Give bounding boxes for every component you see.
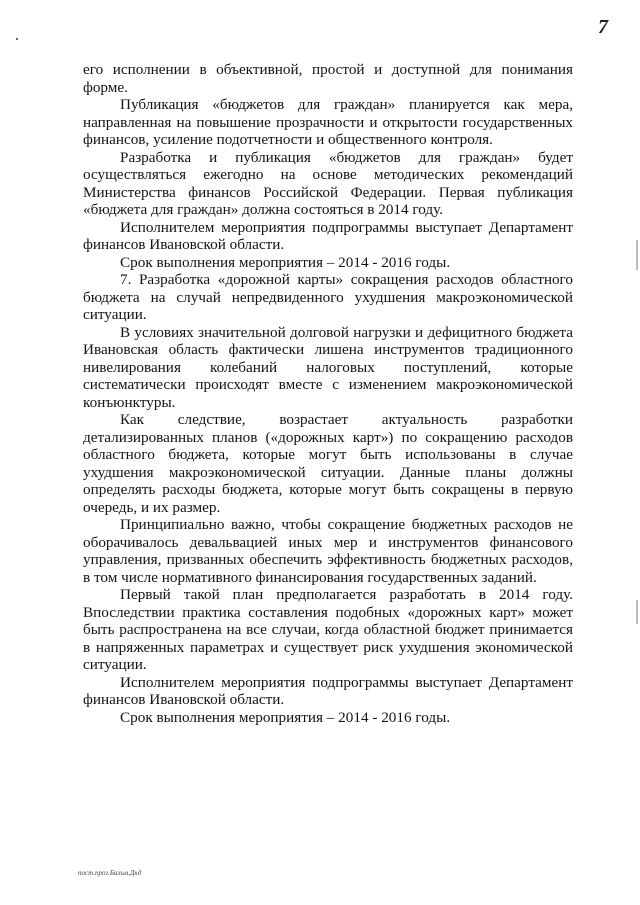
paragraph: Разработка и публикация «бюджетов для граждан» будет осуществляться ежегодно на основе методических рекомендаций Министерства финансов Российской Федерации. Первая публикация «бюджета для граждан» должна состояться в 2014 году. — [83, 148, 573, 218]
scan-edge-mark — [636, 600, 638, 624]
paragraph: В условиях значительной долговой нагрузки и дефицитного бюджета Ивановская область фактически лишена инструментов традиционного нивелирования колебаний налоговых поступлений, которые систематически происходят вместе с изменением макроэкономической конъюнктуры. — [83, 323, 573, 411]
footer-file-code: пост.прог.Бальм.Дкд — [78, 869, 142, 877]
paragraph: Срок выполнения мероприятия – 2014 - 2016 годы. — [120, 708, 451, 726]
paragraph: Как следствие, возрастает актуальность разработки детализированных планов («дорожных карт») по сокращению расходов областного бюджета, которые могут быть использованы в случае ухудшения макроэкономической ситуации. Данные планы должны определять расходы бюджета, которые могут быть сокращены в первую очередь, и их размер. — [83, 411, 573, 516]
paragraph: Публикация «бюджетов для граждан» планируется как мера, направленная на повышение прозрачности и открытости государственных финансов, усиление подотчетности и общественного контроля. — [83, 96, 573, 148]
paragraph: Принципиально важно, чтобы сокращение бюджетных расходов не оборачивалось девальвацией иных мер и инструментов финансового управления, призванных обеспечить эффективность бюджетных расходов, в том числе нормативного финансирования государственных заданий. — [83, 516, 573, 586]
paragraph: Исполнителем мероприятия подпрограммы выступает Департамент финансов Ивановской области. — [83, 218, 573, 253]
paragraph: Исполнителем мероприятия подпрограммы выступает Департамент финансов Ивановской области. — [83, 673, 573, 708]
document-body — [83, 61, 573, 726]
paragraph: Первый такой план предполагается разработать в 2014 году. Впоследствии практика составления подобных «дорожных карт» может быть распространена на все случаи, когда областной бюджет принимается в напряженных параметрах и существует риск ухудшения экономической ситуации. — [83, 586, 573, 673]
paragraph: его исполнении в объективной, простой и доступной для понимания форме. — [83, 61, 573, 96]
paragraph: Срок выполнения мероприятия – 2014 - 2016 годы. — [120, 253, 451, 271]
scan-speck — [16, 38, 18, 40]
section-heading: 7. Разработка «дорожной карты» сокращения расходов областного бюджета на случай непредвиденного ухудшения макроэкономической ситуации. — [83, 271, 573, 323]
scan-edge-mark — [636, 240, 638, 270]
page-number: 7 — [598, 16, 608, 38]
